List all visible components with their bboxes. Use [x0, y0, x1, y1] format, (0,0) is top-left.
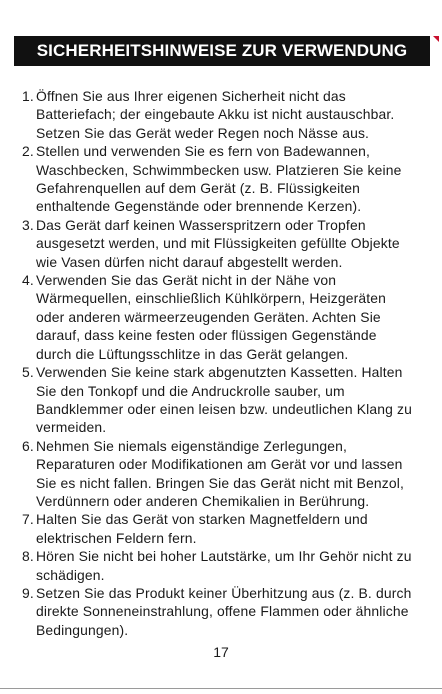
instruction-line: elektrischen Feldern fern. — [36, 529, 197, 546]
instruction-number: 2. — [22, 143, 34, 160]
instruction-line: Nehmen Sie niemals eigenständige Zerlegungen, — [36, 437, 347, 454]
instruction-line: Hören Sie nicht bei hoher Lautstärke, um Ihr Gehör nicht zu — [36, 548, 412, 565]
instruction-item-4 — [22, 271, 424, 363]
instruction-line: Das Gerät darf keinen Wasserspritzern oder Tropfen — [36, 216, 366, 233]
instruction-line: Bedingungen). — [36, 621, 129, 638]
instruction-text — [36, 87, 424, 142]
instruction-line: enthaltende Gegenstände oder brennende Kerzen). — [36, 198, 362, 215]
instruction-line: schädigen. — [36, 566, 105, 583]
instruction-text — [36, 437, 424, 511]
instruction-line: Waschbecken, Schwimmbecken usw. Platzieren Sie keine — [36, 161, 402, 178]
instruction-number: 3. — [22, 216, 34, 233]
instruction-item-8 — [22, 547, 424, 584]
instruction-line: Gefahrenquellen auf dem Gerät (z. B. Flüssigkeiten — [36, 180, 361, 197]
section-title-bar — [14, 36, 430, 66]
instruction-line: Batteriefach; der eingebaute Akku ist nicht austauschbar. — [36, 106, 395, 123]
instruction-item-6 — [22, 437, 424, 511]
instruction-item-5 — [22, 363, 424, 437]
instruction-text — [36, 584, 424, 639]
instruction-number: 6. — [22, 437, 34, 454]
instruction-number: 1. — [22, 88, 34, 104]
instruction-line: Öffnen Sie aus Ihrer eigenen Sicherheit nicht das — [36, 88, 346, 104]
instruction-line: Halten Sie das Gerät von starken Magnetfeldern und — [36, 511, 368, 528]
instruction-line: Stellen und verwenden Sie es fern von Badewannen, — [36, 143, 371, 160]
instruction-line: Wärmequellen, einschließlich Kühlkörpern, Heizgeräten — [36, 290, 386, 307]
page-number: 17 — [213, 644, 229, 660]
instruction-item-9 — [22, 584, 424, 639]
instruction-line: Bandklemmer oder einen leisen bzw. undeutlichen Klang zu — [36, 400, 412, 417]
instruction-line: Verdünnern oder anderen Chemikalien in Berührung. — [36, 492, 370, 509]
instruction-line: Setzen Sie das Gerät weder Regen noch Nässe aus. — [36, 124, 370, 141]
instruction-number: 7. — [22, 511, 34, 528]
instruction-item-7 — [22, 510, 424, 547]
instruction-line: Reparaturen oder Modifikationen am Gerät vor und lassen — [36, 456, 403, 473]
instruction-line: darauf, dass keine festen oder flüssigen Gegenstände — [36, 327, 377, 344]
instruction-text — [36, 510, 424, 547]
instruction-line: vermeiden. — [36, 419, 107, 436]
instruction-text — [36, 142, 424, 216]
instruction-line: Setzen Sie das Produkt keiner Überhitzung aus (z. B. durch — [36, 584, 412, 601]
section-title: SICHERHEITSHINWEISE ZUR VERWENDUNG — [36, 41, 408, 60]
bottom-divider — [0, 688, 442, 689]
instruction-item-2 — [22, 142, 424, 216]
instruction-number: 9. — [22, 584, 34, 601]
instruction-line: Verwenden Sie das Gerät nicht in der Nähe von — [36, 272, 337, 289]
instruction-text — [36, 363, 424, 437]
instruction-line: durch die Lüftungsschlitze in das Gerät gelangen. — [36, 345, 349, 362]
instruction-line: Sie es nicht fallen. Bringen Sie das Gerät nicht mit Benzol, — [36, 474, 405, 491]
instruction-line: direkte Sonneneinstrahlung, offene Flammen oder ähnliche — [36, 603, 409, 620]
instruction-line: Sie den Tonkopf und die Andruckrolle sauber, um — [36, 382, 345, 399]
instruction-line: oder anderen wärmeerzeugenden Geräten. Achten Sie — [36, 308, 381, 325]
instruction-item-1 — [22, 87, 424, 142]
instruction-number: 5. — [22, 364, 34, 381]
instruction-number: 8. — [22, 548, 34, 565]
instruction-number: 4. — [22, 272, 34, 289]
instruction-text — [36, 547, 424, 584]
instruction-line: ausgesetzt werden, und mit Flüssigkeiten gefüllte Objekte — [36, 235, 400, 252]
title-accent-corner — [433, 36, 439, 42]
safety-instructions-list — [22, 87, 424, 639]
instruction-text — [36, 216, 424, 271]
instruction-text — [36, 271, 424, 363]
instruction-line: Verwenden Sie keine stark abgenutzten Kassetten. Halten — [36, 364, 403, 381]
instruction-line: wie Vasen dürfen nicht darauf abgestellt werden. — [36, 253, 343, 270]
instruction-item-3 — [22, 216, 424, 271]
